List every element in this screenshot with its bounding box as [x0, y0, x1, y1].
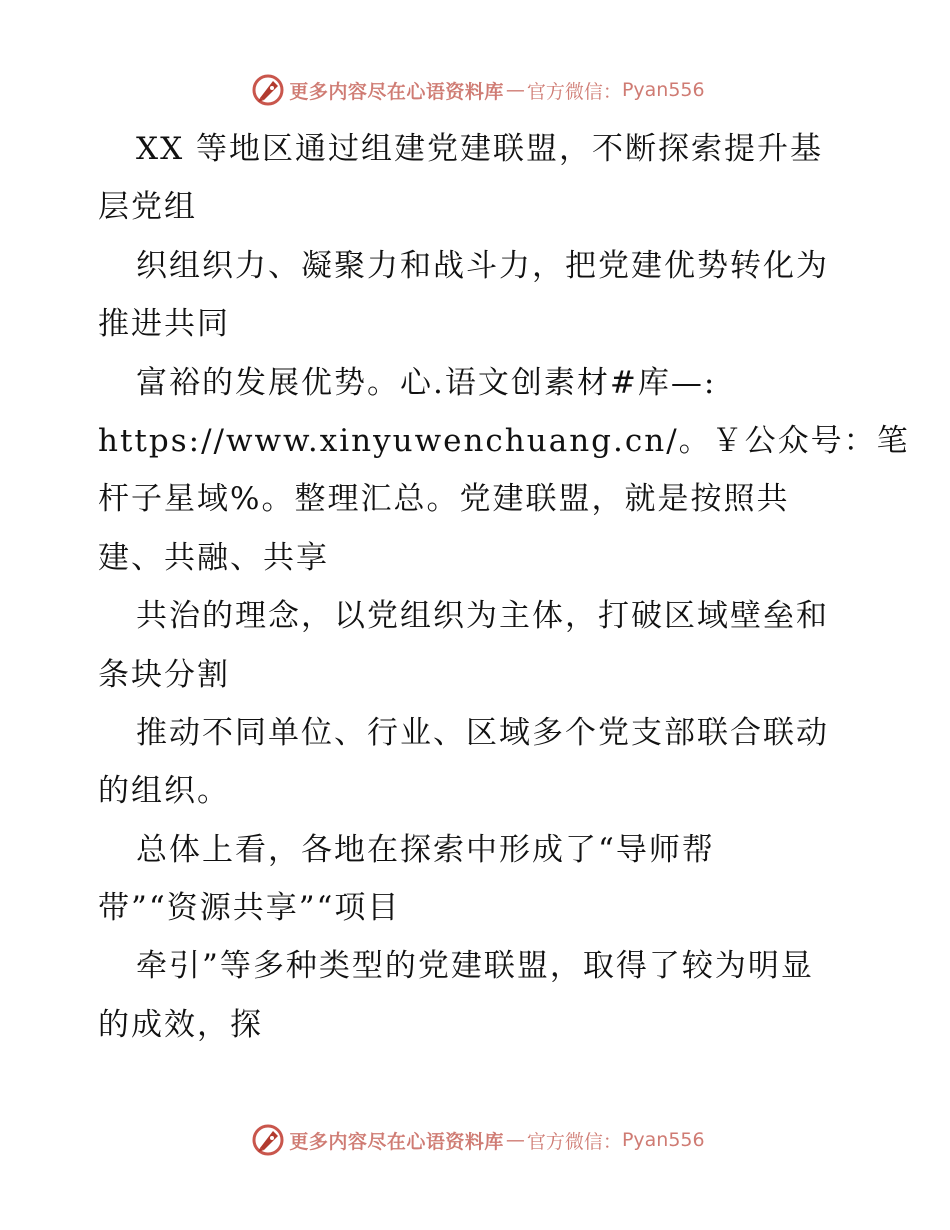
header-banner [0, 70, 950, 110]
text-line: 的成效，探 [98, 1006, 263, 1043]
footer-dash: — [505, 1129, 525, 1151]
header-slogan: 更多内容尽在心语资料库 [289, 80, 504, 103]
text-line: https://www.xinyuwenchuang.cn/。￥公众号：笔 [98, 422, 910, 459]
header-wechat-handle: Pyan556 [621, 79, 705, 101]
pen-nib-logo-icon [251, 73, 285, 107]
text-line: 杆子星域%。整理汇总。党建联盟，就是按照共 [98, 481, 790, 518]
text-line: 总体上看，各地在探索中形成了“导师帮 [136, 831, 715, 868]
text-line: XX 等地区通过组建党建联盟，不断探索提升基 [136, 131, 823, 167]
text-line: 带”“资源共享”“项目 [98, 890, 401, 927]
footer-slogan: 更多内容尽在心语资料库 [289, 1130, 504, 1153]
text-line: 牵引”等多种类型的党建联盟，取得了较为明显 [136, 948, 814, 985]
footer-wechat-label: 官方微信： [526, 1130, 622, 1153]
footer-wechat-handle: Pyan556 [621, 1129, 705, 1151]
text-line: 条块分割 [98, 656, 230, 693]
text-line: 层党组 [98, 189, 197, 226]
header-wechat-label: 官方微信： [526, 80, 622, 103]
document-body [98, 120, 910, 1054]
text-line: 推动不同单位、行业、区域多个党支部联合联动 [136, 714, 829, 751]
text-line: 富裕的发展优势。心.语文创素材#库—: [136, 364, 717, 401]
footer-banner [0, 1120, 950, 1160]
header-dash: — [505, 79, 525, 101]
text-line: 织组织力、凝聚力和战斗力，把党建优势转化为 [136, 247, 829, 284]
text-line: 共治的理念，以党组织为主体，打破区域壁垒和 [136, 598, 829, 635]
text-line: 建、共融、共享 [98, 539, 329, 576]
text-line: 推进共同 [98, 306, 230, 343]
pen-nib-logo-icon [251, 1123, 285, 1157]
text-line: 的组织。 [98, 773, 230, 810]
